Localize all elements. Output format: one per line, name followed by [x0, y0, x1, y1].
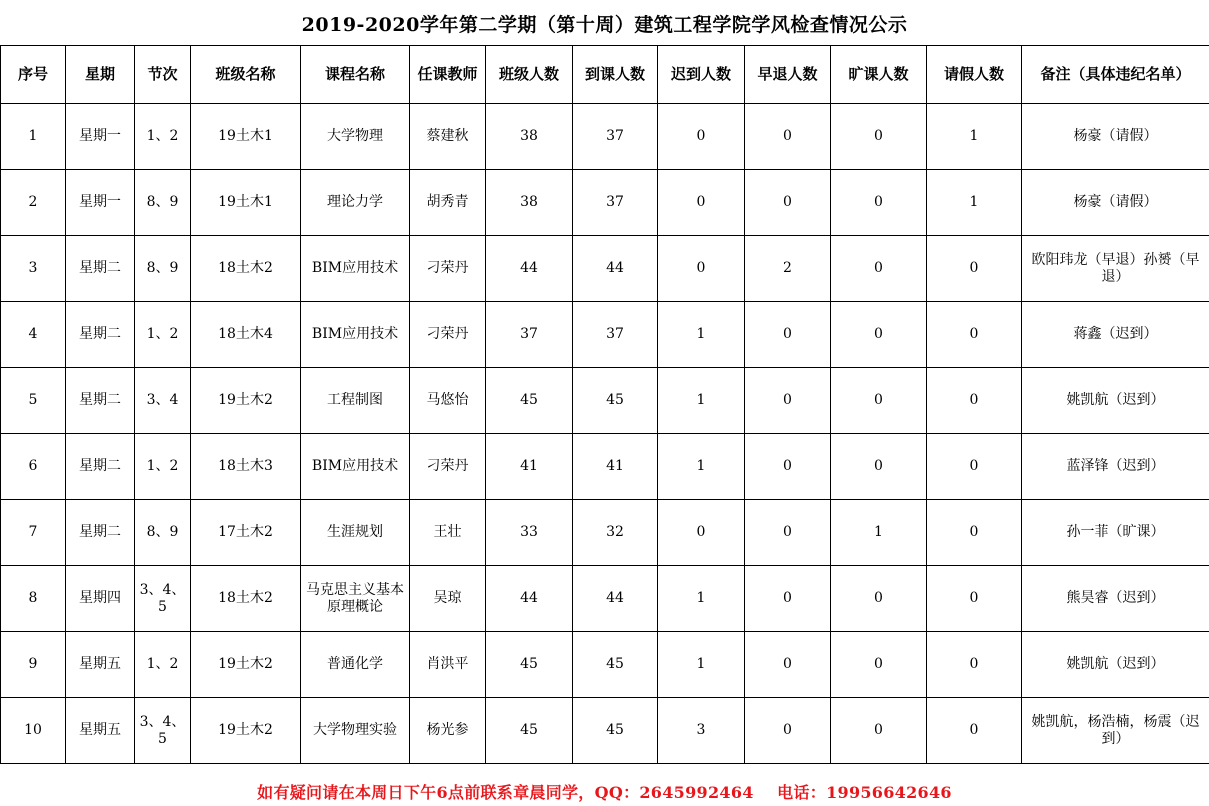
cell-col-index: 5 [1, 368, 66, 434]
table-body [1, 104, 1209, 764]
cell-col-weekday: 星期五 [66, 698, 135, 764]
cell-col-left-early: 0 [745, 104, 831, 170]
cell-col-teacher: 蔡建秋 [410, 104, 486, 170]
header-col-class-name: 班级名称 [191, 46, 301, 104]
table-row [1, 434, 1209, 500]
cell-col-index: 4 [1, 302, 66, 368]
cell-col-period: 8、9 [135, 500, 191, 566]
cell-col-class-size: 45 [486, 698, 573, 764]
cell-col-leave: 0 [927, 368, 1022, 434]
cell-col-weekday: 星期二 [66, 368, 135, 434]
header-col-late: 迟到人数 [658, 46, 745, 104]
cell-col-teacher: 杨光参 [410, 698, 486, 764]
header-col-weekday: 星期 [66, 46, 135, 104]
cell-col-class-size: 41 [486, 434, 573, 500]
cell-col-course-name: 马克思主义基本原理概论 [301, 566, 410, 632]
cell-col-teacher: 马悠怡 [410, 368, 486, 434]
cell-col-left-early: 0 [745, 302, 831, 368]
cell-col-class-name: 19土木2 [191, 368, 301, 434]
cell-col-class-name: 18土木2 [191, 236, 301, 302]
cell-col-absent: 0 [831, 434, 927, 500]
table-row [1, 104, 1209, 170]
cell-col-leave: 0 [927, 434, 1022, 500]
cell-col-course-name: BIM应用技术 [301, 434, 410, 500]
cell-col-class-size: 44 [486, 566, 573, 632]
table-row [1, 236, 1209, 302]
cell-col-weekday: 星期二 [66, 236, 135, 302]
cell-col-index: 8 [1, 566, 66, 632]
cell-col-absent: 0 [831, 236, 927, 302]
cell-col-course-name: BIM应用技术 [301, 302, 410, 368]
header-col-period: 节次 [135, 46, 191, 104]
cell-col-leave: 0 [927, 302, 1022, 368]
cell-col-late: 1 [658, 302, 745, 368]
header-col-absent: 旷课人数 [831, 46, 927, 104]
table-row [1, 500, 1209, 566]
cell-col-left-early: 2 [745, 236, 831, 302]
cell-col-attended: 32 [573, 500, 658, 566]
cell-col-index: 10 [1, 698, 66, 764]
cell-col-late: 3 [658, 698, 745, 764]
cell-col-leave: 0 [927, 698, 1022, 764]
cell-col-class-size: 37 [486, 302, 573, 368]
cell-col-absent: 1 [831, 500, 927, 566]
cell-col-weekday: 星期一 [66, 104, 135, 170]
cell-col-course-name: 大学物理实验 [301, 698, 410, 764]
cell-col-leave: 0 [927, 632, 1022, 698]
cell-col-weekday: 星期二 [66, 434, 135, 500]
inspection-table [0, 45, 1209, 764]
cell-col-teacher: 胡秀青 [410, 170, 486, 236]
cell-col-period: 1、2 [135, 434, 191, 500]
cell-col-attended: 37 [573, 104, 658, 170]
header-col-teacher: 任课教师 [410, 46, 486, 104]
table-row [1, 632, 1209, 698]
cell-col-remarks: 杨豪（请假） [1022, 170, 1209, 236]
cell-col-index: 6 [1, 434, 66, 500]
cell-col-period: 3、4、5 [135, 566, 191, 632]
cell-col-left-early: 0 [745, 632, 831, 698]
cell-col-teacher: 刁荣丹 [410, 434, 486, 500]
cell-col-course-name: 工程制图 [301, 368, 410, 434]
cell-col-class-name: 18土木2 [191, 566, 301, 632]
cell-col-remarks: 姚凯航（迟到） [1022, 632, 1209, 698]
cell-col-attended: 41 [573, 434, 658, 500]
cell-col-absent: 0 [831, 698, 927, 764]
cell-col-left-early: 0 [745, 170, 831, 236]
cell-col-late: 1 [658, 566, 745, 632]
table-header [1, 46, 1209, 104]
header-col-leave: 请假人数 [927, 46, 1022, 104]
cell-col-teacher: 刁荣丹 [410, 302, 486, 368]
cell-col-attended: 45 [573, 368, 658, 434]
cell-col-absent: 0 [831, 104, 927, 170]
cell-col-left-early: 0 [745, 566, 831, 632]
cell-col-late: 0 [658, 170, 745, 236]
cell-col-class-name: 18土木3 [191, 434, 301, 500]
cell-col-teacher: 王壮 [410, 500, 486, 566]
header-row [1, 46, 1209, 104]
cell-col-course-name: 大学物理 [301, 104, 410, 170]
cell-col-attended: 45 [573, 698, 658, 764]
cell-col-left-early: 0 [745, 434, 831, 500]
cell-col-absent: 0 [831, 170, 927, 236]
cell-col-class-size: 44 [486, 236, 573, 302]
cell-col-attended: 37 [573, 170, 658, 236]
cell-col-remarks: 蓝泽锋（迟到） [1022, 434, 1209, 500]
table-row [1, 170, 1209, 236]
cell-col-teacher: 刁荣丹 [410, 236, 486, 302]
cell-col-weekday: 星期二 [66, 302, 135, 368]
cell-col-class-size: 45 [486, 368, 573, 434]
page-title: 2019-2020学年第二学期（第十周）建筑工程学院学风检查情况公示 [301, 13, 908, 36]
table-row [1, 302, 1209, 368]
cell-col-leave: 0 [927, 236, 1022, 302]
cell-col-teacher: 吴琼 [410, 566, 486, 632]
cell-col-weekday: 星期四 [66, 566, 135, 632]
cell-col-index: 7 [1, 500, 66, 566]
table-row [1, 368, 1209, 434]
cell-col-course-name: 理论力学 [301, 170, 410, 236]
cell-col-absent: 0 [831, 302, 927, 368]
cell-col-weekday: 星期二 [66, 500, 135, 566]
cell-col-leave: 0 [927, 566, 1022, 632]
cell-col-course-name: BIM应用技术 [301, 236, 410, 302]
cell-col-period: 3、4、5 [135, 698, 191, 764]
cell-col-period: 1、2 [135, 302, 191, 368]
cell-col-attended: 44 [573, 236, 658, 302]
header-col-attended: 到课人数 [573, 46, 658, 104]
cell-col-remarks: 蒋鑫（迟到） [1022, 302, 1209, 368]
header-col-index: 序号 [1, 46, 66, 104]
cell-col-weekday: 星期一 [66, 170, 135, 236]
header-col-course-name: 课程名称 [301, 46, 410, 104]
cell-col-leave: 0 [927, 500, 1022, 566]
cell-col-period: 1、2 [135, 104, 191, 170]
cell-col-class-name: 18土木4 [191, 302, 301, 368]
cell-col-late: 0 [658, 500, 745, 566]
cell-col-left-early: 0 [745, 368, 831, 434]
cell-col-period: 8、9 [135, 170, 191, 236]
cell-col-index: 9 [1, 632, 66, 698]
cell-col-weekday: 星期五 [66, 632, 135, 698]
cell-col-class-name: 19土木2 [191, 632, 301, 698]
cell-col-attended: 37 [573, 302, 658, 368]
cell-col-left-early: 0 [745, 500, 831, 566]
cell-col-class-name: 19土木1 [191, 104, 301, 170]
header-col-left-early: 早退人数 [745, 46, 831, 104]
contact-notice: 如有疑问请在本周日下午6点前联系章晨同学，QQ：2645992464 电话：19956642646 [257, 782, 952, 802]
cell-col-course-name: 生涯规划 [301, 500, 410, 566]
cell-col-class-size: 38 [486, 170, 573, 236]
cell-col-period: 3、4 [135, 368, 191, 434]
cell-col-class-size: 45 [486, 632, 573, 698]
cell-col-teacher: 肖洪平 [410, 632, 486, 698]
cell-col-left-early: 0 [745, 698, 831, 764]
header-col-class-size: 班级人数 [486, 46, 573, 104]
cell-col-late: 0 [658, 236, 745, 302]
header-col-remarks: 备注（具体违纪名单） [1022, 46, 1209, 104]
cell-col-course-name: 普通化学 [301, 632, 410, 698]
table-row [1, 698, 1209, 764]
cell-col-remarks: 孙一菲（旷课） [1022, 500, 1209, 566]
table-row [1, 566, 1209, 632]
cell-col-index: 2 [1, 170, 66, 236]
cell-col-class-size: 38 [486, 104, 573, 170]
cell-col-index: 1 [1, 104, 66, 170]
cell-col-leave: 1 [927, 170, 1022, 236]
cell-col-late: 1 [658, 434, 745, 500]
cell-col-period: 1、2 [135, 632, 191, 698]
cell-col-late: 1 [658, 632, 745, 698]
cell-col-absent: 0 [831, 566, 927, 632]
cell-col-leave: 1 [927, 104, 1022, 170]
cell-col-remarks: 熊昊睿（迟到） [1022, 566, 1209, 632]
cell-col-late: 0 [658, 104, 745, 170]
cell-col-absent: 0 [831, 368, 927, 434]
cell-col-absent: 0 [831, 632, 927, 698]
cell-col-late: 1 [658, 368, 745, 434]
cell-col-class-name: 19土木1 [191, 170, 301, 236]
cell-col-remarks: 姚凯航（迟到） [1022, 368, 1209, 434]
cell-col-class-name: 17土木2 [191, 500, 301, 566]
cell-col-period: 8、9 [135, 236, 191, 302]
cell-col-remarks: 姚凯航，杨浩楠，杨震（迟到） [1022, 698, 1209, 764]
cell-col-class-size: 33 [486, 500, 573, 566]
cell-col-remarks: 欧阳玮龙（早退）孙赟（早退） [1022, 236, 1209, 302]
cell-col-attended: 44 [573, 566, 658, 632]
cell-col-index: 3 [1, 236, 66, 302]
cell-col-class-name: 19土木2 [191, 698, 301, 764]
cell-col-remarks: 杨豪（请假） [1022, 104, 1209, 170]
cell-col-attended: 45 [573, 632, 658, 698]
